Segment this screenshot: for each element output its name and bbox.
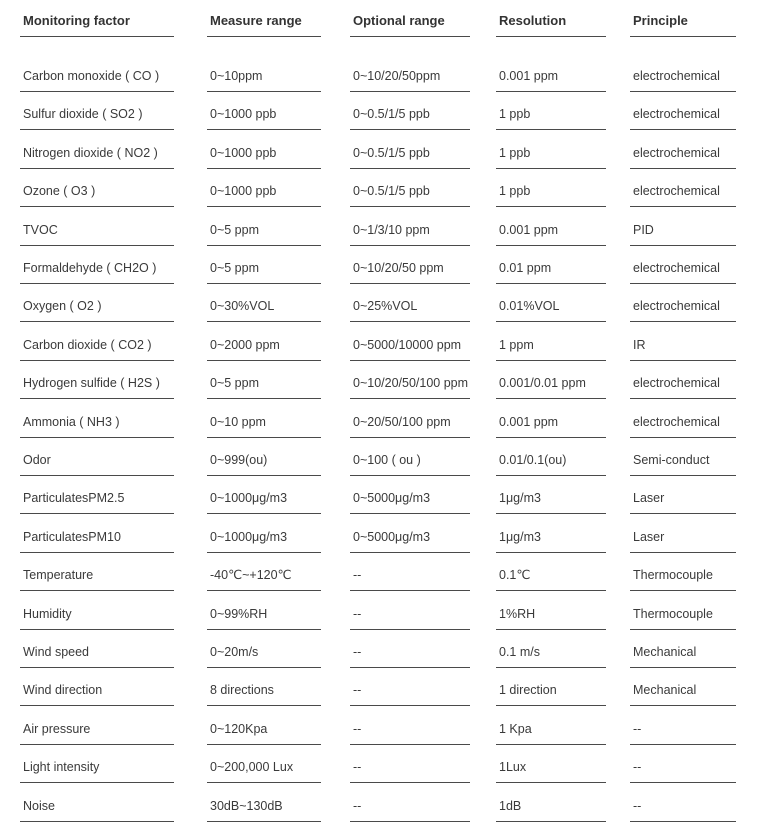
table-cell-monitoring-factor: Ozone ( O3 ) — [23, 184, 96, 199]
table-cell-resolution: 1Lux — [499, 760, 527, 775]
row-divider — [630, 398, 736, 399]
row-divider — [496, 744, 606, 745]
table-cell-monitoring-factor: Formaldehyde ( CH2O ) — [23, 261, 157, 275]
row-divider — [630, 475, 736, 476]
table-cell-principle: Mechanical — [633, 645, 697, 659]
table-cell-resolution: 1μg/m3 — [499, 529, 541, 544]
row-divider — [20, 321, 174, 322]
row-divider — [207, 360, 321, 361]
table-cell-principle: -- — [633, 798, 642, 813]
table-cell-monitoring-factor: Carbon monoxide ( CO ) — [23, 69, 160, 83]
row-divider — [630, 206, 736, 207]
table-cell-monitoring-factor: Air pressure — [23, 721, 91, 736]
table-cell-measure-range: 0~1000μg/m3 — [210, 491, 288, 506]
row-divider — [20, 629, 174, 630]
table-cell-principle: Thermocouple — [633, 606, 713, 621]
table-cell-resolution: 1 Kpa — [499, 721, 532, 736]
table-cell-resolution: 0.001/0.01 ppm — [499, 376, 586, 391]
row-divider — [496, 168, 606, 169]
row-divider — [20, 475, 174, 476]
row-divider — [207, 705, 321, 706]
row-divider — [207, 552, 321, 553]
header-measure-range: Measure range — [210, 13, 302, 28]
row-divider — [20, 513, 174, 514]
table-cell-optional-range: 0~5000μg/m3 — [353, 529, 431, 544]
row-divider — [207, 475, 321, 476]
row-divider — [496, 245, 606, 246]
table-cell-monitoring-factor: Humidity — [23, 606, 72, 621]
table-cell-principle: -- — [633, 760, 642, 775]
row-divider — [20, 206, 174, 207]
table-cell-measure-range: 8 directions — [210, 683, 274, 698]
row-divider — [20, 398, 174, 399]
row-divider — [207, 744, 321, 745]
row-divider — [20, 552, 174, 553]
row-divider — [20, 744, 174, 745]
row-divider — [630, 667, 736, 668]
header-divider — [20, 36, 174, 37]
row-divider — [207, 321, 321, 322]
table-cell-optional-range: -- — [353, 760, 362, 775]
row-divider — [350, 513, 470, 514]
table-cell-measure-range: 0~5 ppm — [210, 261, 259, 275]
row-divider — [350, 360, 470, 361]
row-divider — [350, 245, 470, 246]
table-cell-principle: IR — [633, 337, 646, 352]
table-cell-monitoring-factor: Noise — [23, 798, 55, 813]
table-cell-monitoring-factor: Oxygen ( O2 ) — [23, 299, 102, 314]
row-divider — [630, 168, 736, 169]
table-cell-principle: electrochemical — [633, 376, 720, 391]
table-cell-resolution: 0.1℃ — [499, 568, 531, 583]
table-cell-optional-range: 0~5000/10000 ppm — [353, 337, 462, 352]
table-cell-measure-range: 0~120Kpa — [210, 721, 268, 736]
row-divider — [350, 283, 470, 284]
table-cell-monitoring-factor: Wind speed — [23, 645, 90, 659]
row-divider — [496, 782, 606, 783]
row-divider — [630, 744, 736, 745]
table-cell-optional-range: 0~10/20/50/100 ppm — [353, 376, 469, 391]
table-cell-monitoring-factor: Ammonia ( NH3 ) — [23, 414, 120, 429]
table-cell-principle: Semi-conduct — [633, 453, 710, 467]
row-divider — [350, 475, 470, 476]
row-divider — [630, 245, 736, 246]
row-divider — [350, 437, 470, 438]
table-cell-optional-range: -- — [353, 798, 362, 813]
table-cell-measure-range: 0~30%VOL — [210, 299, 275, 314]
table-cell-optional-range: 0~100 ( ou ) — [353, 453, 421, 467]
row-divider — [207, 513, 321, 514]
table-cell-optional-range: -- — [353, 568, 362, 583]
table-cell-monitoring-factor: Odor — [23, 453, 51, 467]
row-divider — [496, 475, 606, 476]
row-divider — [496, 398, 606, 399]
row-divider — [207, 283, 321, 284]
table-cell-monitoring-factor: Light intensity — [23, 760, 100, 775]
table-cell-resolution: 1 ppb — [499, 145, 531, 160]
row-divider — [207, 667, 321, 668]
table-cell-resolution: 1μg/m3 — [499, 491, 541, 506]
table-cell-principle: electrochemical — [633, 145, 720, 160]
row-divider — [496, 705, 606, 706]
table-cell-measure-range: 0~99%RH — [210, 606, 268, 621]
table-cell-optional-range: -- — [353, 721, 362, 736]
row-divider — [207, 782, 321, 783]
table-cell-optional-range: 0~25%VOL — [353, 299, 418, 314]
row-divider — [20, 129, 174, 130]
table-cell-optional-range: -- — [353, 606, 362, 621]
table-cell-measure-range: 0~1000 ppb — [210, 107, 277, 122]
row-divider — [20, 590, 174, 591]
row-divider — [496, 206, 606, 207]
row-divider — [496, 129, 606, 130]
table-cell-optional-range: 0~0.5/1/5 ppb — [353, 145, 430, 160]
header-divider — [496, 36, 606, 37]
row-divider — [630, 360, 736, 361]
row-divider — [207, 398, 321, 399]
table-cell-measure-range: 30dB~130dB — [210, 798, 283, 813]
row-divider — [630, 321, 736, 322]
row-divider — [20, 360, 174, 361]
row-divider — [630, 629, 736, 630]
row-divider — [630, 129, 736, 130]
table-cell-principle: electrochemical — [633, 69, 720, 83]
row-divider — [496, 283, 606, 284]
table-cell-resolution: 0.01 ppm — [499, 261, 552, 275]
table-cell-measure-range: 0~5 ppm — [210, 222, 259, 237]
table-cell-optional-range: 0~0.5/1/5 ppb — [353, 184, 430, 199]
row-divider — [20, 168, 174, 169]
row-divider — [350, 552, 470, 553]
table-cell-resolution: 1 ppm — [499, 337, 534, 352]
table-cell-resolution: 0.001 ppm — [499, 222, 559, 237]
table-cell-measure-range: -40℃~+120℃ — [210, 568, 292, 583]
row-divider — [630, 705, 736, 706]
table-cell-resolution: 1 direction — [499, 683, 557, 698]
row-divider — [207, 206, 321, 207]
row-divider — [630, 821, 736, 822]
header-monitoring-factor: Monitoring factor — [23, 13, 130, 28]
header-resolution: Resolution — [499, 13, 567, 28]
row-divider — [350, 667, 470, 668]
table-cell-monitoring-factor: TVOC — [23, 222, 58, 237]
table-cell-optional-range: -- — [353, 645, 362, 659]
table-cell-resolution: 0.001 ppm — [499, 69, 559, 83]
row-divider — [20, 283, 174, 284]
table-cell-principle: Mechanical — [633, 683, 697, 698]
table-cell-measure-range: 0~1000 ppb — [210, 145, 277, 160]
row-divider — [496, 667, 606, 668]
row-divider — [350, 821, 470, 822]
table-cell-principle: Laser — [633, 491, 665, 506]
row-divider — [20, 667, 174, 668]
table-cell-monitoring-factor: ParticulatesPM2.5 — [23, 491, 125, 506]
row-divider — [350, 705, 470, 706]
table-cell-resolution: 1%RH — [499, 606, 536, 621]
row-divider — [350, 168, 470, 169]
row-divider — [496, 360, 606, 361]
row-divider — [350, 398, 470, 399]
table-cell-resolution: 0.01%VOL — [499, 299, 560, 314]
row-divider — [207, 821, 321, 822]
row-divider — [20, 782, 174, 783]
table-cell-principle: electrochemical — [633, 299, 720, 314]
row-divider — [20, 245, 174, 246]
row-divider — [496, 552, 606, 553]
table-cell-measure-range: 0~20m/s — [210, 645, 259, 659]
table-cell-optional-range: 0~10/20/50 ppm — [353, 261, 444, 275]
table-cell-principle: -- — [633, 721, 642, 736]
table-cell-monitoring-factor: Carbon dioxide ( CO2 ) — [23, 337, 152, 352]
row-divider — [630, 590, 736, 591]
table-cell-resolution: 0.01/0.1(ou) — [499, 453, 567, 467]
header-optional-range: Optional range — [353, 13, 445, 28]
row-divider — [496, 629, 606, 630]
table-cell-monitoring-factor: Sulfur dioxide ( SO2 ) — [23, 107, 143, 122]
table-cell-optional-range: 0~10/20/50ppm — [353, 69, 441, 83]
row-divider — [20, 91, 174, 92]
table-cell-measure-range: 0~10 ppm — [210, 414, 266, 429]
row-divider — [207, 129, 321, 130]
row-divider — [496, 513, 606, 514]
table-cell-principle: PID — [633, 222, 654, 237]
table-cell-resolution: 0.001 ppm — [499, 414, 559, 429]
table-cell-optional-range: 0~0.5/1/5 ppb — [353, 107, 430, 122]
row-divider — [350, 590, 470, 591]
row-divider — [20, 821, 174, 822]
header-divider — [207, 36, 321, 37]
row-divider — [350, 782, 470, 783]
table-cell-monitoring-factor: Temperature — [23, 568, 94, 583]
table-cell-monitoring-factor: Hydrogen sulfide ( H2S ) — [23, 376, 160, 391]
row-divider — [350, 744, 470, 745]
row-divider — [630, 552, 736, 553]
table-cell-optional-range: 0~20/50/100 ppm — [353, 414, 451, 429]
row-divider — [207, 168, 321, 169]
table-cell-measure-range: 0~5 ppm — [210, 376, 259, 391]
row-divider — [496, 590, 606, 591]
row-divider — [350, 206, 470, 207]
row-divider — [207, 91, 321, 92]
header-principle: Principle — [633, 13, 688, 28]
table-cell-principle: electrochemical — [633, 414, 720, 429]
row-divider — [20, 437, 174, 438]
table-cell-monitoring-factor: Wind direction — [23, 683, 103, 698]
table-cell-measure-range: 0~1000μg/m3 — [210, 529, 288, 544]
row-divider — [207, 590, 321, 591]
header-divider — [630, 36, 736, 37]
table-cell-measure-range: 0~200,000 Lux — [210, 760, 294, 775]
table-cell-resolution: 1dB — [499, 798, 522, 813]
table-cell-resolution: 1 ppb — [499, 107, 531, 122]
row-divider — [350, 321, 470, 322]
row-divider — [207, 245, 321, 246]
table-cell-principle: Thermocouple — [633, 568, 713, 583]
table-cell-principle: Laser — [633, 529, 665, 544]
table-cell-monitoring-factor: Nitrogen dioxide ( NO2 ) — [23, 145, 158, 160]
row-divider — [630, 91, 736, 92]
table-cell-resolution: 0.1 m/s — [499, 645, 540, 659]
table-cell-measure-range: 0~2000 ppm — [210, 337, 280, 352]
table-cell-principle: electrochemical — [633, 261, 720, 275]
row-divider — [20, 705, 174, 706]
table-cell-measure-range: 0~999(ou) — [210, 453, 268, 467]
table-cell-optional-range: 0~5000μg/m3 — [353, 491, 431, 506]
table-cell-principle: electrochemical — [633, 107, 720, 122]
table-cell-measure-range: 0~10ppm — [210, 69, 263, 83]
table-cell-optional-range: 0~1/3/10 ppm — [353, 222, 430, 237]
row-divider — [496, 321, 606, 322]
row-divider — [630, 437, 736, 438]
table-cell-principle: electrochemical — [633, 184, 720, 199]
row-divider — [496, 437, 606, 438]
row-divider — [207, 629, 321, 630]
row-divider — [350, 129, 470, 130]
row-divider — [630, 513, 736, 514]
row-divider — [496, 821, 606, 822]
table-cell-resolution: 1 ppb — [499, 184, 531, 199]
header-divider — [350, 36, 470, 37]
row-divider — [630, 283, 736, 284]
row-divider — [496, 91, 606, 92]
table-cell-optional-range: -- — [353, 683, 362, 698]
table-cell-measure-range: 0~1000 ppb — [210, 184, 277, 199]
row-divider — [207, 437, 321, 438]
row-divider — [350, 91, 470, 92]
table-cell-monitoring-factor: ParticulatesPM10 — [23, 529, 121, 544]
row-divider — [630, 782, 736, 783]
row-divider — [350, 629, 470, 630]
